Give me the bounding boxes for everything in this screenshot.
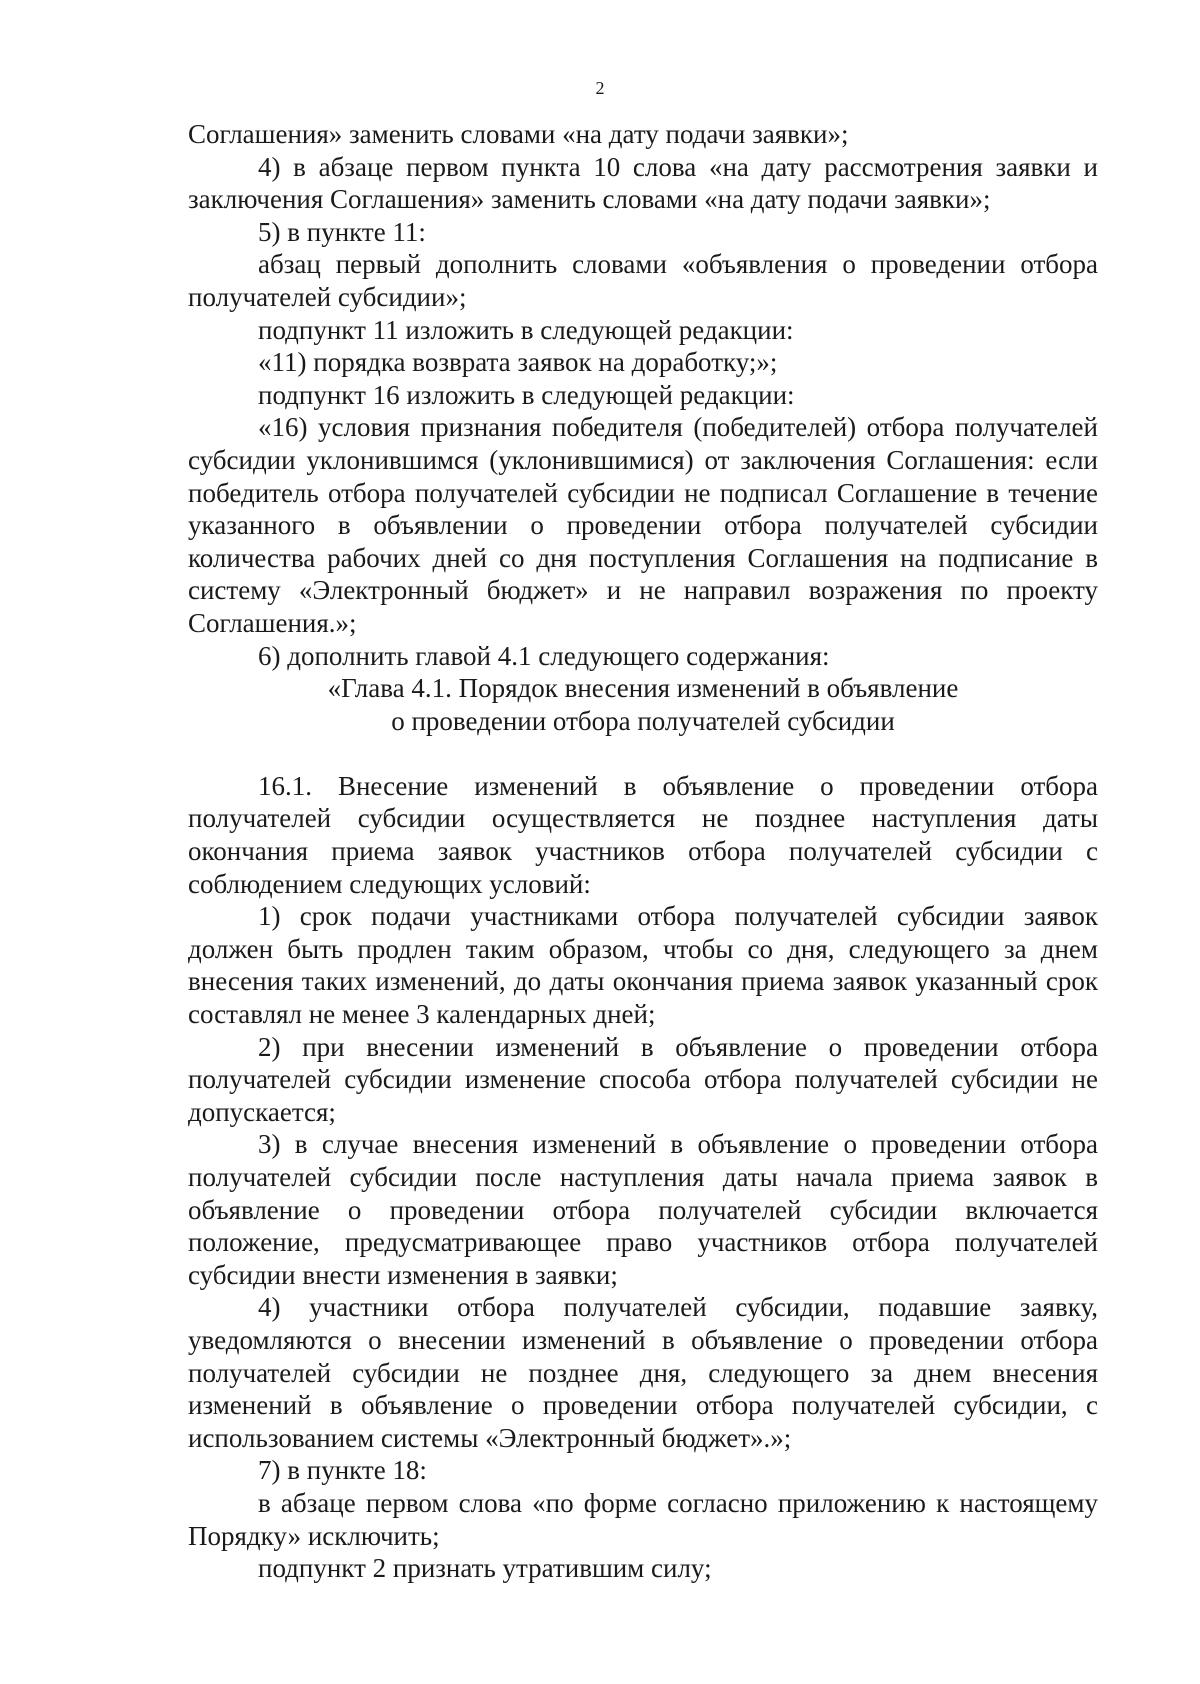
paragraph-subitem-11-intro: подпункт 11 изложить в следующей редакции: bbox=[258, 314, 794, 345]
paragraph-condition-2: 2) при внесении изменений в объявление о проведении отбора получателей субсидии изменение способа отбора получателей субсидии не допускается; bbox=[188, 1031, 1098, 1127]
paragraph-item-7: 7) в пункте 18: bbox=[258, 1455, 427, 1486]
paragraph-abzac-first: абзац первый дополнить словами «объявления о проведении отбора получателей субсидии»; bbox=[188, 249, 1098, 312]
paragraph-continuation: Соглашения» заменить словами «на дату подачи заявки»; bbox=[188, 119, 849, 149]
paragraph-condition-4: 4) участники отбора получателей субсидии, подавшие заявку, уведомляются о внесении изменений в объявление о проведении отбора получателей субсидии не позднее дня, следующего за днем внесения изменений в объявление о проведении отбора получателей субсидии, с использованием системы «Электронный бюджет».»; bbox=[188, 1292, 1098, 1453]
paragraph-condition-3: 3) в случае внесения изменений в объявление о проведении отбора получателей субсидии после наступления даты начала приема заявок в объявление о проведении отбора получателей субсидии включается положение, предусматривающее право участников отбора получателей субсидии внести изменения в заявки; bbox=[188, 1129, 1098, 1290]
paragraph-subitem-16-text: «16) условия признания победителя (победителей) отбора получателей субсидии уклонившимся (уклонившимися) от заключения Соглашения: если победитель отбора получателей субсидии не подписал Соглашение в течение указанного в объявлении о проведении отбора получателей субсидии количества рабочих дней со дня поступления Соглашения на подписание в систему «Электронный бюджет» и не направил возражения по проекту Соглашения.»; bbox=[188, 412, 1098, 638]
paragraph-condition-1: 1) срок подачи участниками отбора получателей субсидии заявок должен быть продлен таким образом, чтобы со дня, следующего за днем внесения таких изменений, до даты окончания приема заявок указанный срок составлял не менее 3 календарных дней; bbox=[188, 901, 1098, 1030]
paragraph-subitem-11-text: «11) порядка возврата заявок на доработку;»; bbox=[258, 347, 778, 378]
paragraph-item-6: 6) дополнить главой 4.1 следующего содержания: bbox=[258, 640, 830, 671]
paragraph-subitem-16-intro: подпункт 16 изложить в следующей редакции: bbox=[258, 379, 795, 410]
document-body bbox=[188, 118, 1098, 1585]
paragraph-item-5: 5) в пункте 11: bbox=[258, 216, 426, 247]
chapter-heading-line-1: «Глава 4.1. Порядок внесения изменений в объявление bbox=[327, 673, 959, 704]
paragraph-16-1: 16.1. Внесение изменений в объявление о проведении отбора получателей субсидии осуществляется не позднее наступления даты окончания приема заявок участников отбора получателей субсидии с соблюдением следующих условий: bbox=[188, 770, 1098, 899]
page-number: 2 bbox=[595, 78, 605, 98]
paragraph-abzac-first-18: в абзаце первом слова «по форме согласно приложению к настоящему Порядку» исключить; bbox=[188, 1487, 1098, 1551]
chapter-heading-line-2: о проведении отбора получателей субсидии bbox=[391, 705, 895, 736]
blank-line bbox=[188, 737, 1098, 770]
paragraph-item-4: 4) в абзаце первом пункта 10 слова «на дату рассмотрения заявки и заключения Соглашения» заменить словами «на дату подачи заявки»; bbox=[188, 151, 1098, 215]
paragraph-subitem-2: подпункт 2 признать утратившим силу; bbox=[258, 1553, 712, 1584]
